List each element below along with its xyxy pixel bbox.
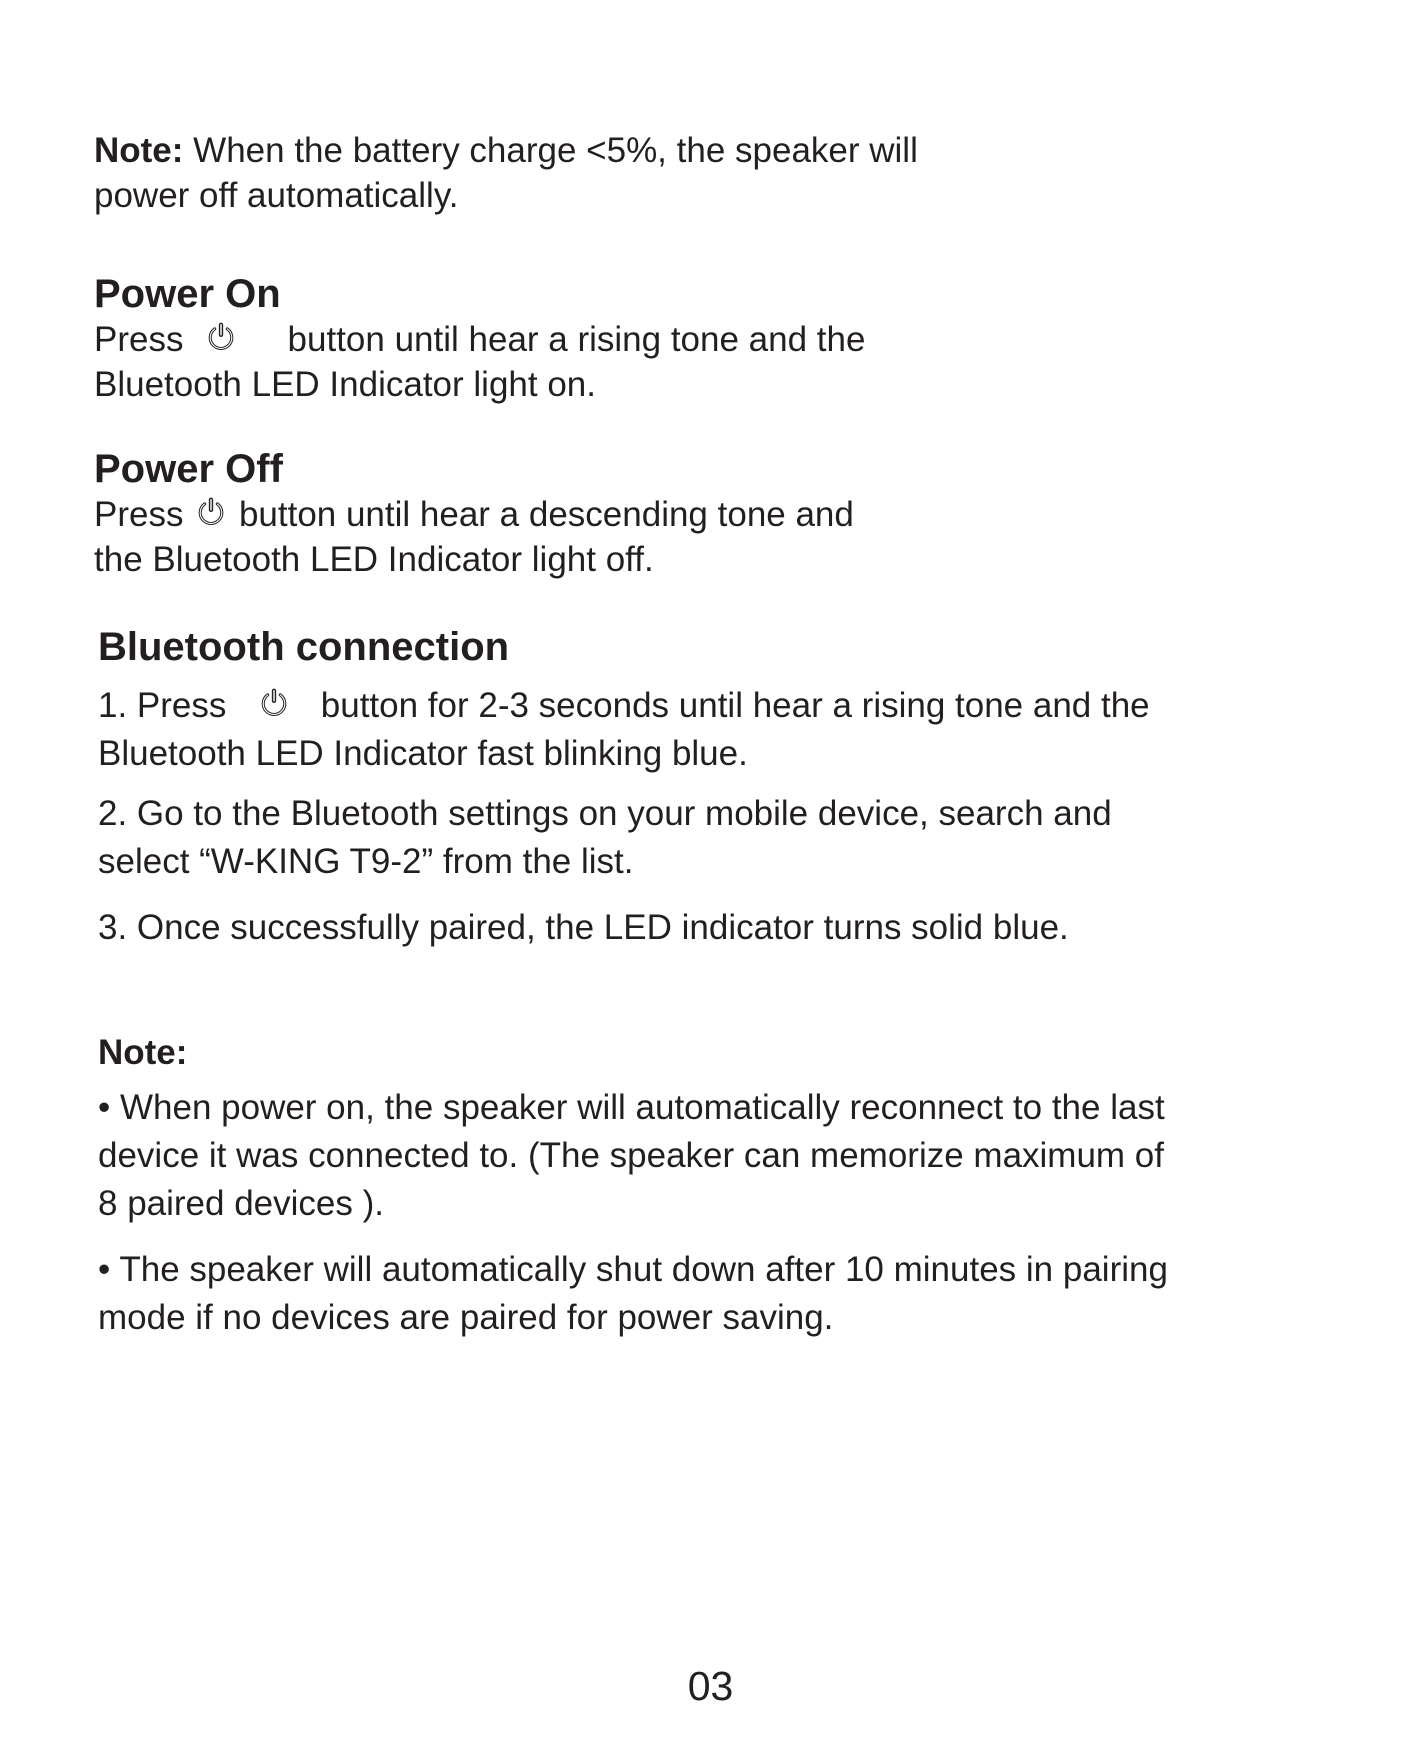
top-note-line1: Note: When the battery charge <5%, the speaker will: [94, 131, 918, 170]
power-off-line2: the Bluetooth LED Indicator light off.: [94, 540, 654, 579]
bottom-note-bullet2-line2: mode if no devices are paired for power saving.: [98, 1298, 834, 1337]
bottom-note-bullet1-line2: device it was connected to. (The speaker can memorize maximum of: [98, 1136, 1164, 1175]
bottom-note-bullet1-line1: • When power on, the speaker will automatically reconnect to the last: [98, 1088, 1165, 1127]
power-on-title: Power On: [94, 272, 281, 316]
power-icon: [256, 685, 292, 721]
bluetooth-title: Bluetooth connection: [98, 625, 510, 669]
power-off-title: Power Off: [94, 447, 283, 491]
bluetooth-step3: 3. Once successfully paired, the LED indicator turns solid blue.: [98, 908, 1069, 947]
power-off-line1: Press button until hear a descending tone and: [94, 495, 854, 534]
bottom-note-label: Note:: [98, 1033, 188, 1072]
power-on-section: [94, 271, 865, 407]
power-icon: [203, 319, 239, 355]
bluetooth-step1-line1: 1. Press button for 2-3 seconds until hear a rising tone and the: [98, 686, 1150, 725]
top-note-label: Note:: [94, 131, 184, 170]
bluetooth-step2-line1: 2. Go to the Bluetooth settings on your mobile device, search and: [98, 794, 1112, 833]
bottom-note-bullet1-line3: 8 paired devices ).: [98, 1184, 384, 1223]
power-on-line1: Press button until hear a rising tone and the: [94, 320, 866, 359]
bluetooth-step2-line2: select “W-KING T9-2” from the list.: [98, 842, 634, 881]
top-note-line2: power off automatically.: [94, 176, 459, 215]
bluetooth-section: [98, 624, 1150, 952]
page-number: 03: [687, 1663, 734, 1709]
top-note: [94, 128, 918, 218]
power-off-section: [94, 446, 854, 582]
power-on-line2: Bluetooth LED Indicator light on.: [94, 365, 596, 404]
bottom-note: [98, 1029, 1168, 1342]
bottom-note-bullet2-line1: • The speaker will automatically shut down after 10 minutes in pairing: [98, 1250, 1168, 1289]
power-icon: [193, 494, 229, 530]
bluetooth-step1-line2: Bluetooth LED Indicator fast blinking blue.: [98, 734, 748, 773]
